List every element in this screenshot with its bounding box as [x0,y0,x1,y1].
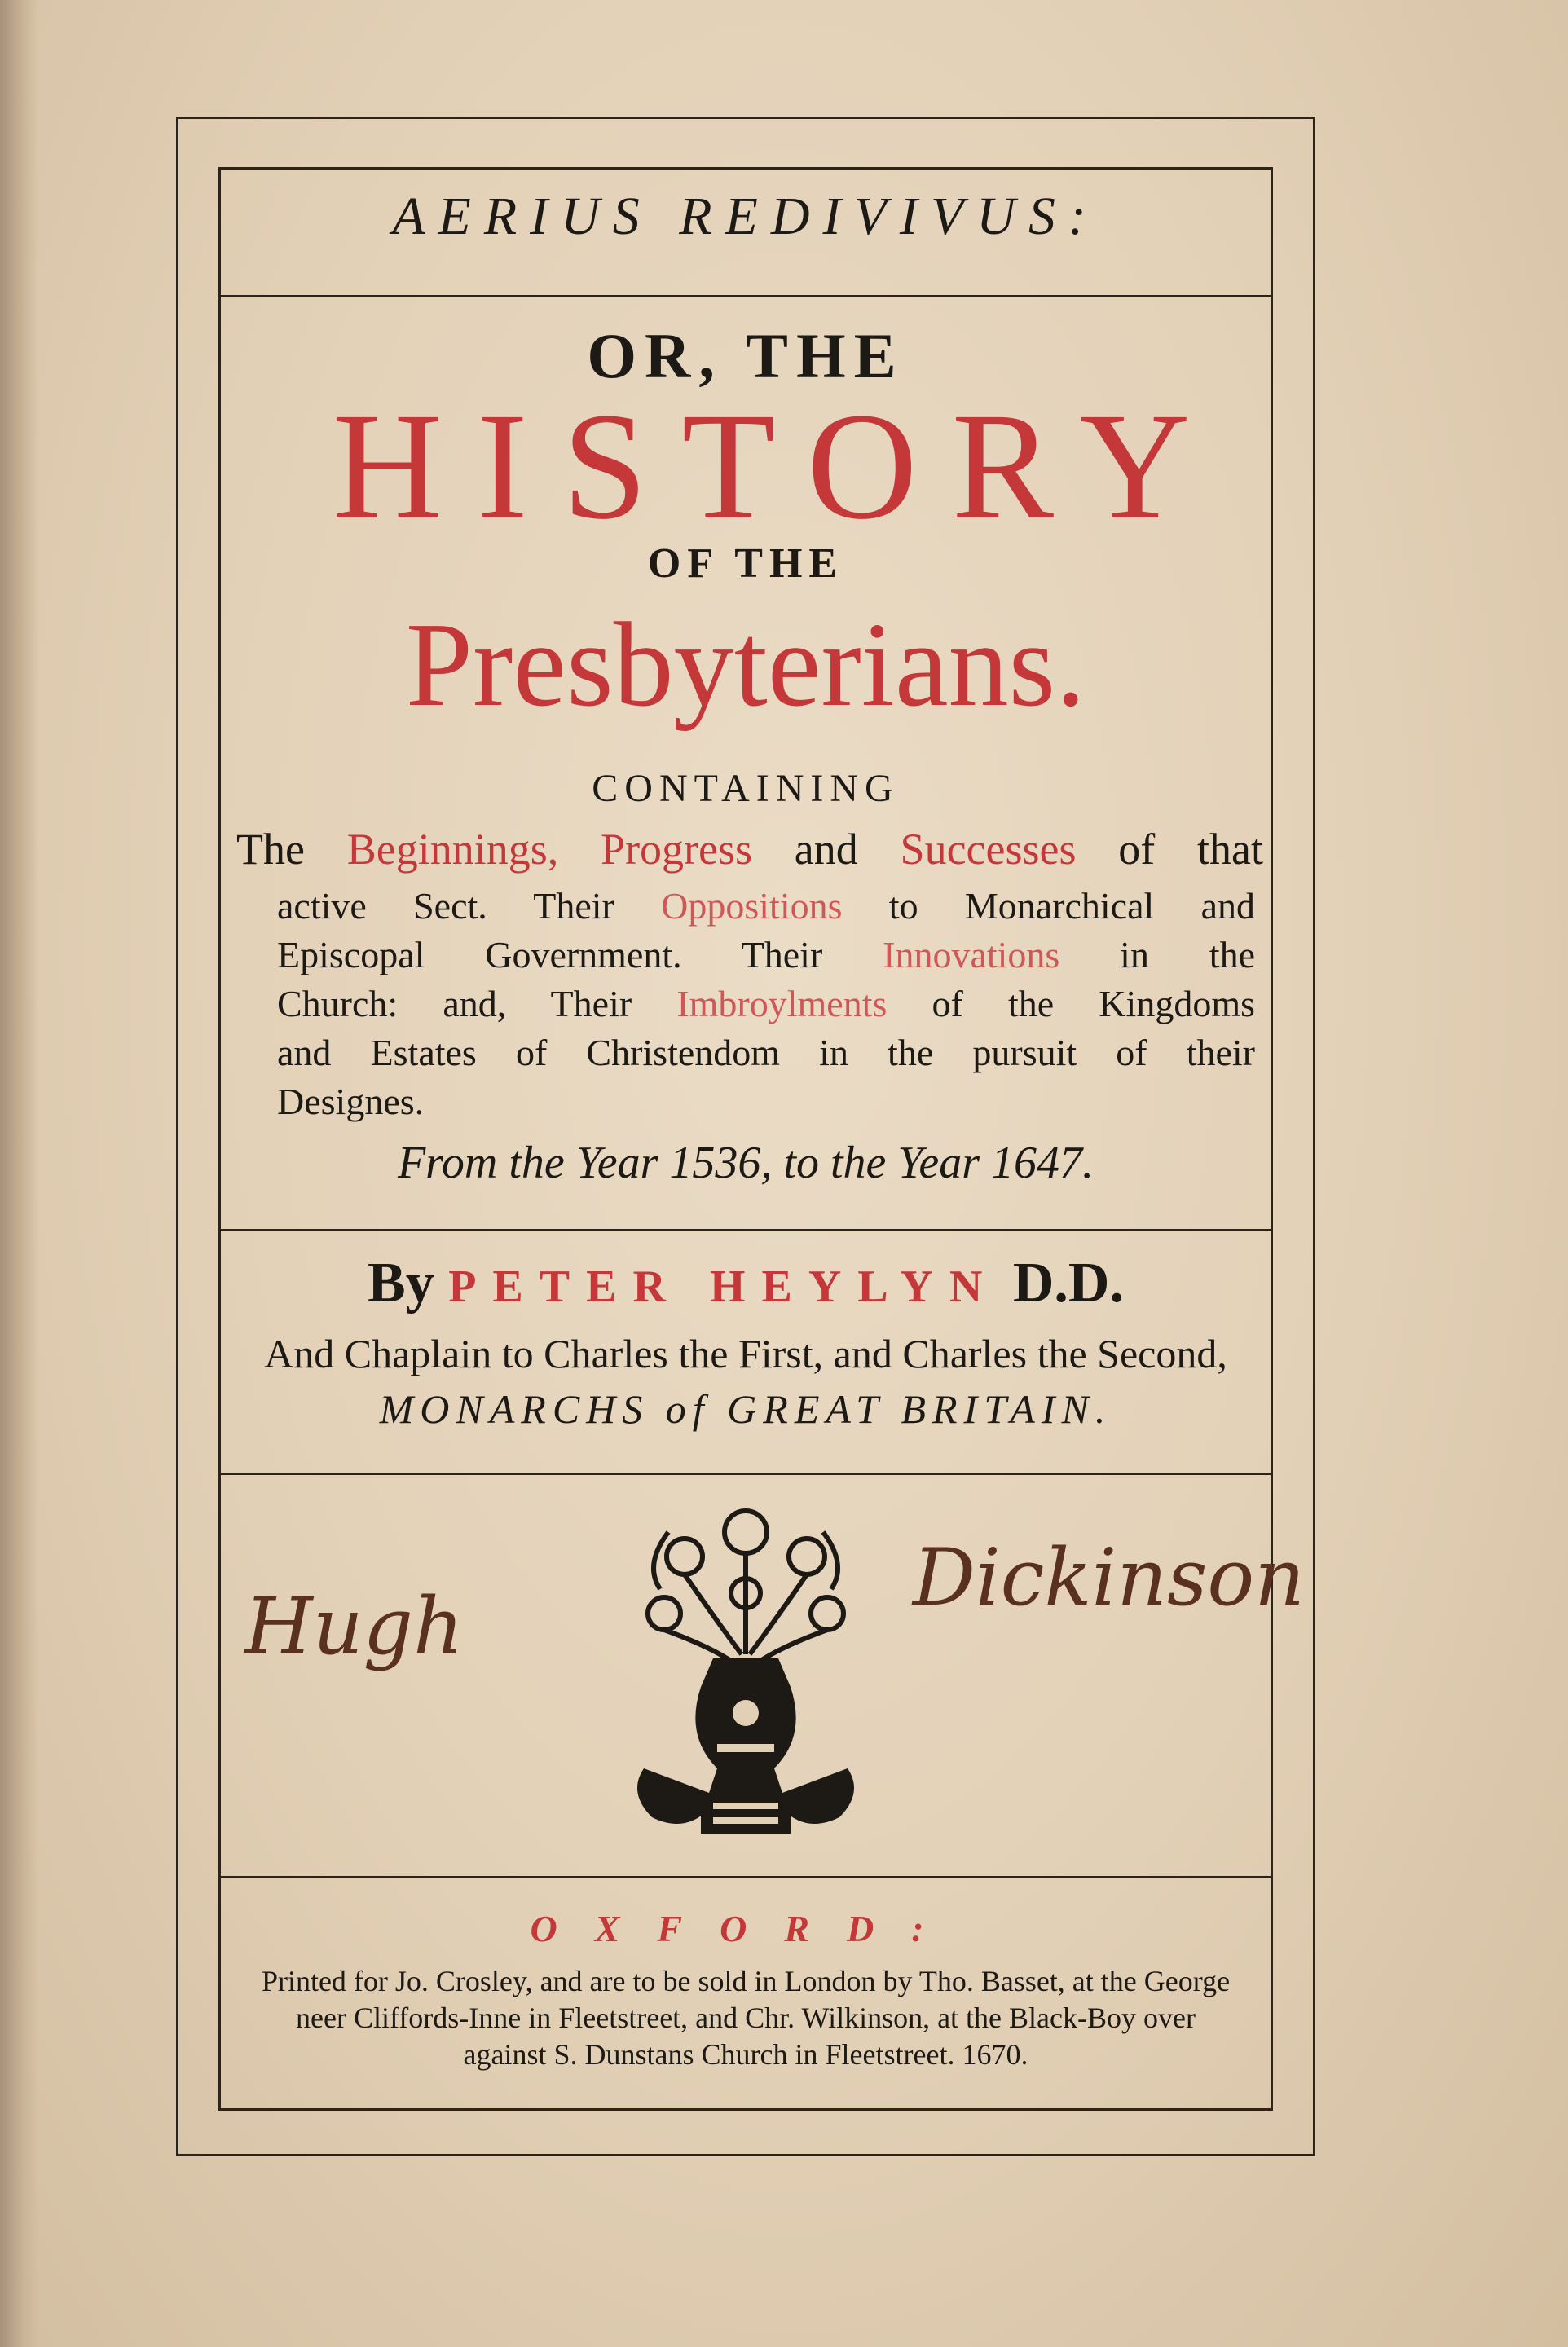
contents-line-3: Episcopal Government. Their Innovations in the [277,934,1255,975]
title-presbyterians: Presbyterians. [405,598,1086,732]
title-history: HISTORY [332,381,1225,551]
chaplain-line: And Chaplain to Charles the First, and Charles the Second, [264,1331,1227,1376]
title-or-the: OR, THE [587,320,905,391]
contents-line-1: The Beginnings, Progress and Successes of that [236,825,1264,874]
imprint-line-1: Printed for Jo. Crosley, and are to be sold in London by Tho. Basset, at the George [261,1965,1231,1997]
date-range: From the Year 1536, to the Year 1647. [397,1138,1095,1188]
author-name: PETER HEYLYN [448,1262,999,1312]
contents-line-5: and Estates of Christendom in the pursuit of their [277,1032,1255,1073]
title-aerius: AERIUS REDIVIVUS: [392,187,1099,246]
containing-label: CONTAINING [592,767,900,810]
rule-4 [218,1876,1273,1878]
rule-1 [218,295,1273,297]
author-line: By PETER HEYLYN D.D. [368,1252,1124,1314]
imprint-place: OXFORD: [530,1908,962,1949]
contents-line-6: Designes. [277,1081,425,1122]
title-of-the: OF THE [647,540,844,587]
imprint-line-3: against S. Dunstans Church in Fleetstreet. 1670. [463,2038,1028,2071]
handwritten-signature-right: Dickinson [913,1532,1306,1623]
monarchs-line: MONARCHS of GREAT BRITAIN. [379,1386,1112,1432]
printers-device-icon [619,1499,872,1842]
rule-3 [218,1473,1273,1475]
contents-line-2: active Sect. Their Oppositions to Monarchical and [277,885,1255,927]
contents-line-4: Church: and, Their Imbroylments of the Kingdoms [277,983,1255,1024]
imprint-line-2: neer Cliffords-Inne in Fleetstreet, and Chr. Wilkinson, at the Black-Boy over [296,2001,1196,2034]
book-gutter [0,0,39,2347]
handwritten-signature-left: Hugh [244,1581,464,1672]
rule-2 [218,1229,1273,1231]
